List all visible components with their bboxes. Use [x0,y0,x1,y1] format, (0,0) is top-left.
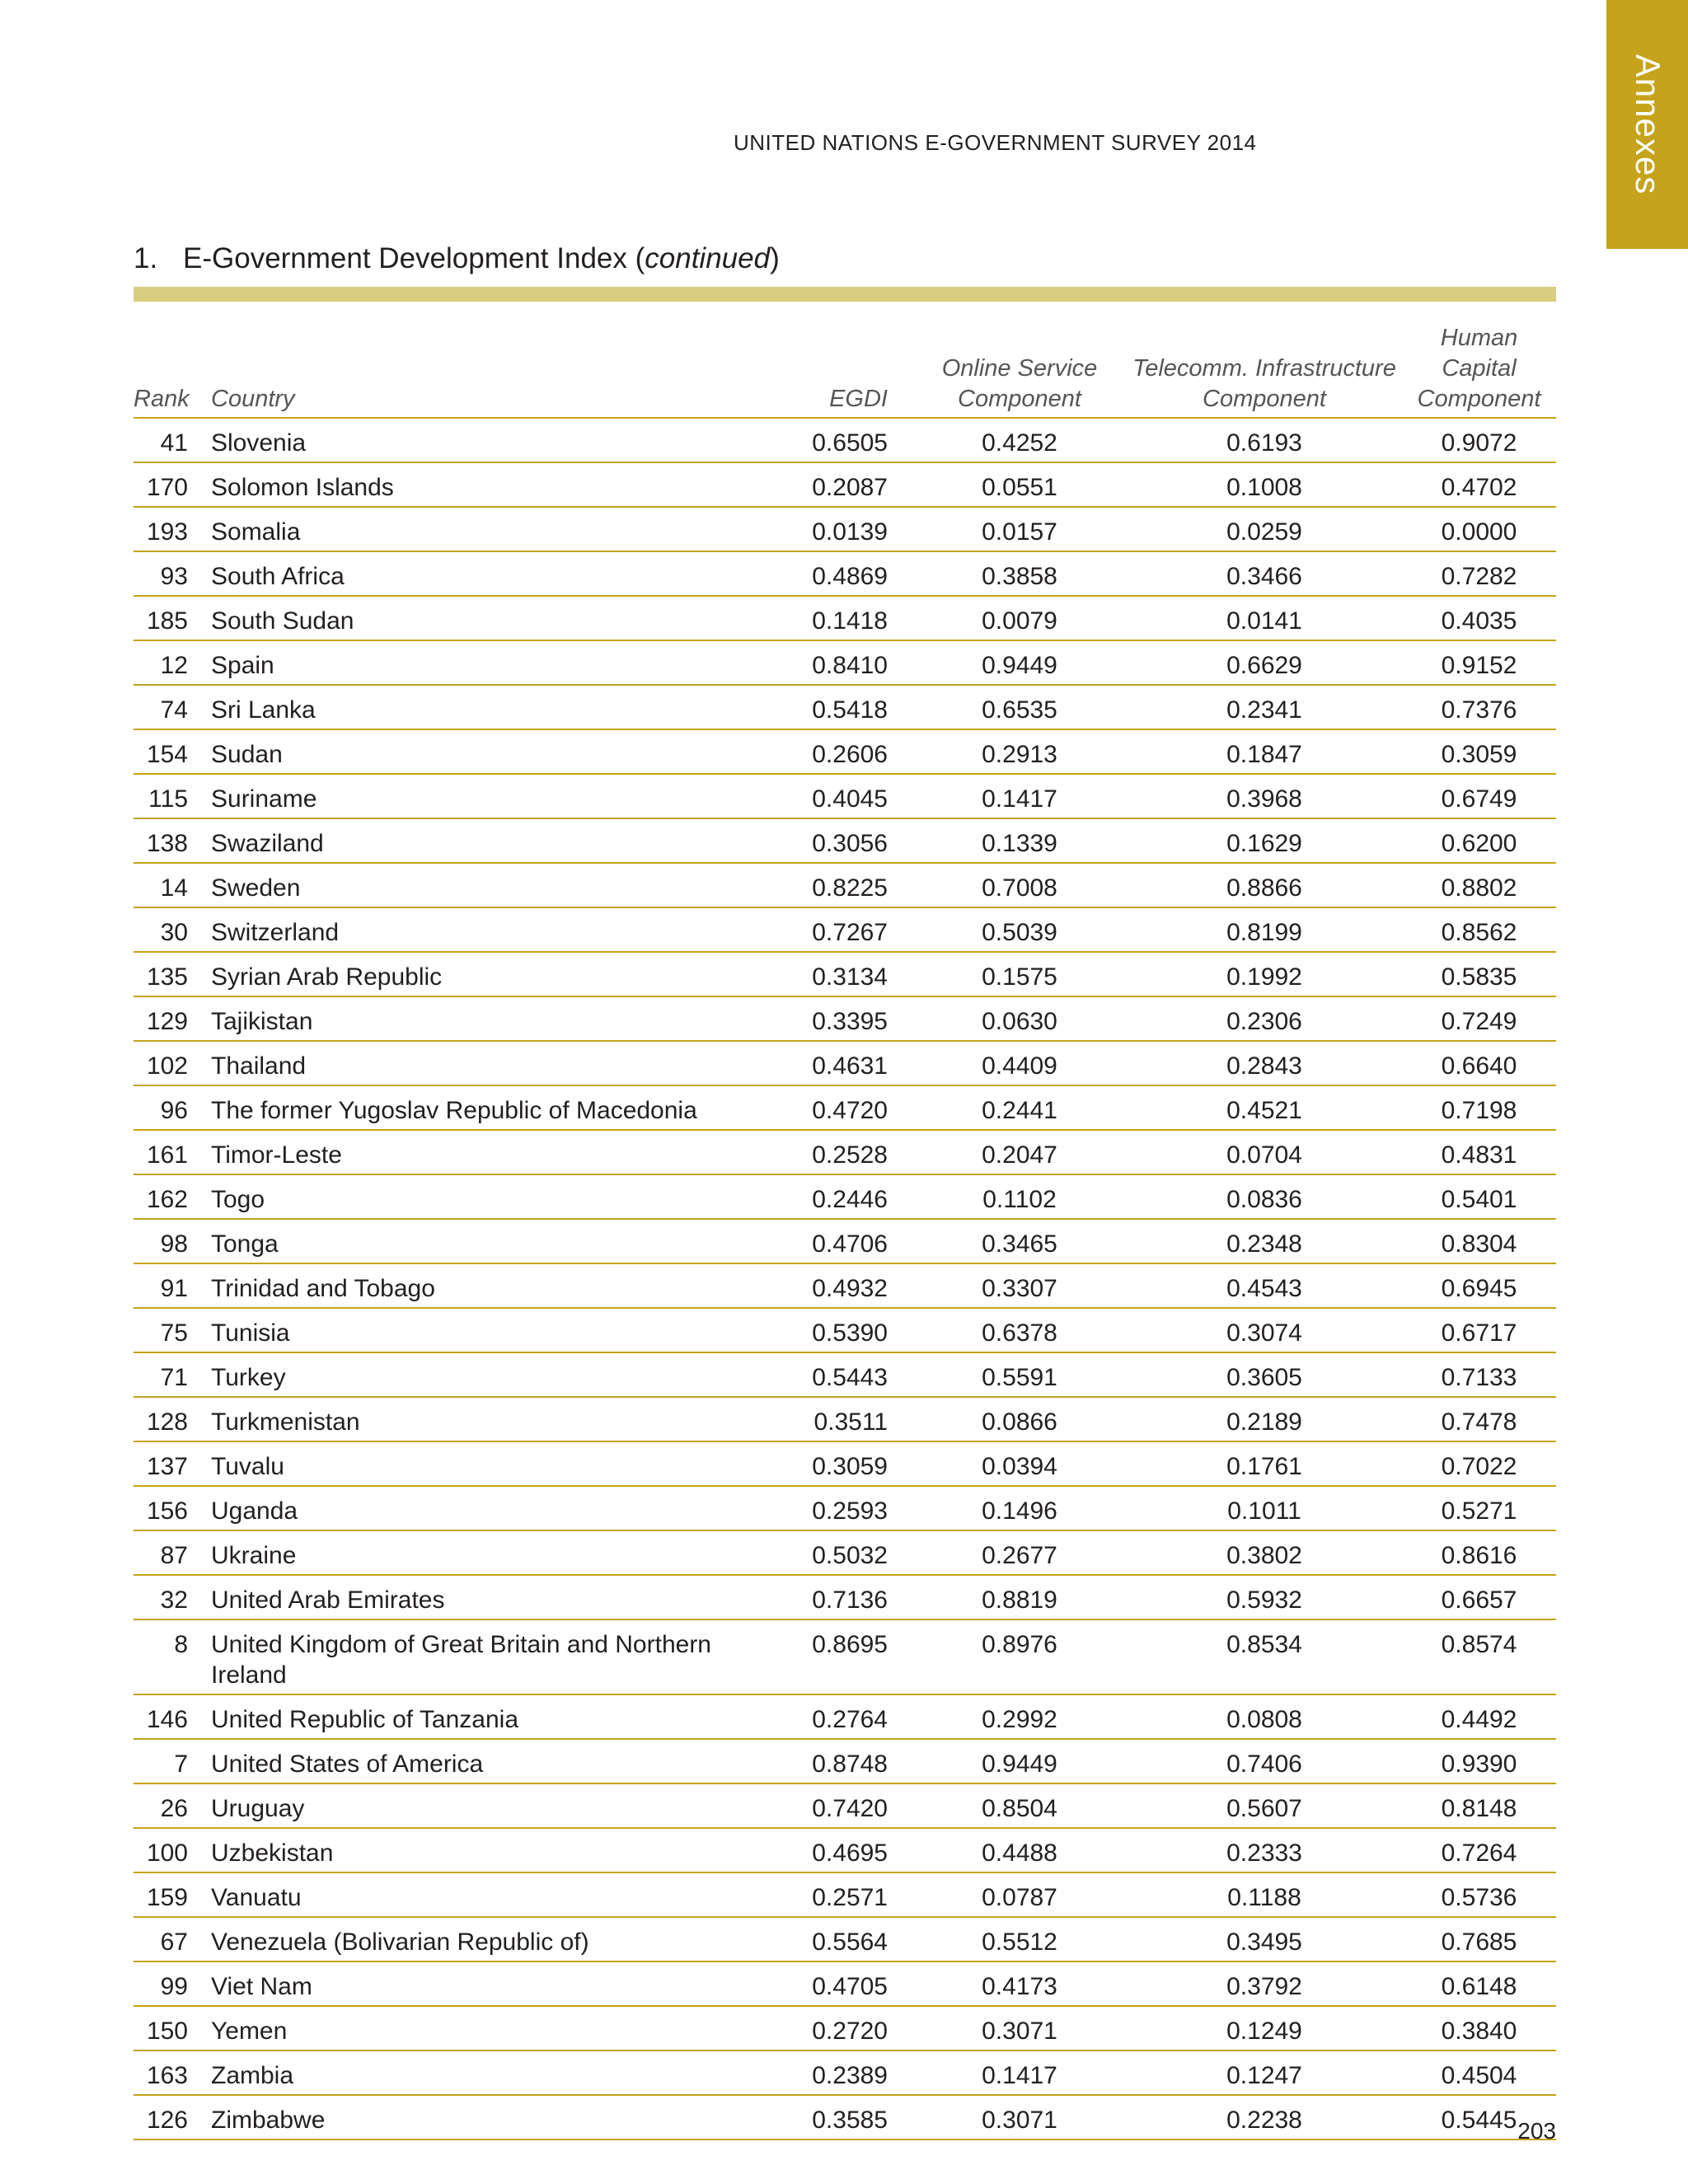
section-title-rule [134,287,1556,302]
egdi-table [134,323,1556,2140]
table-row [134,818,1556,863]
cell-online-service: 0.2441 [912,1085,1127,1130]
table-row [134,1441,1556,1486]
cell-egdi: 0.3056 [727,818,912,863]
running-header: UNITED NATIONS E-GOVERNMENT SURVEY 2014 [734,130,1257,155]
cell-country: Sweden [199,863,727,907]
cell-telecomm-infrastructure: 0.3495 [1127,1917,1402,1961]
cell-country: Spain [199,640,727,685]
table-row [134,2050,1556,2095]
cell-country: Turkmenistan [199,1397,727,1441]
cell-egdi: 0.8225 [727,863,912,907]
cell-rank: 98 [134,1219,199,1263]
cell-telecomm-infrastructure: 0.1992 [1127,952,1402,996]
cell-egdi: 0.3511 [727,1397,912,1441]
cell-country: United States of America [199,1739,727,1783]
cell-online-service: 0.9449 [912,640,1127,685]
cell-telecomm-infrastructure: 0.0704 [1127,1130,1402,1174]
cell-country: Uruguay [199,1783,727,1828]
cell-online-service: 0.3858 [912,551,1127,596]
cell-country: Uganda [199,1486,727,1530]
cell-human-capital: 0.5445 [1402,2095,1556,2139]
cell-telecomm-infrastructure: 0.6629 [1127,640,1402,685]
cell-country: Togo [199,1174,727,1219]
cell-country: Sri Lanka [199,685,727,729]
cell-online-service: 0.2677 [912,1530,1127,1575]
cell-telecomm-infrastructure: 0.3792 [1127,1961,1402,2006]
cell-rank: 161 [134,1130,199,1174]
cell-telecomm-infrastructure: 0.2341 [1127,685,1402,729]
cell-telecomm-infrastructure: 0.2348 [1127,1219,1402,1263]
section-title-italic: continued [645,242,771,274]
cell-country: Ukraine [199,1530,727,1575]
cell-egdi: 0.8748 [727,1739,912,1783]
cell-telecomm-infrastructure: 0.1011 [1127,1486,1402,1530]
cell-country: Switzerland [199,907,727,952]
cell-country: South Sudan [199,596,727,640]
cell-country: Tunisia [199,1308,727,1352]
cell-country: Slovenia [199,418,727,462]
cell-country: The former Yugoslav Republic of Macedonia [199,1085,727,1130]
cell-egdi: 0.7267 [727,907,912,952]
cell-country: Tajikistan [199,996,727,1041]
cell-online-service: 0.4409 [912,1041,1127,1085]
cell-egdi: 0.2087 [727,462,912,507]
cell-telecomm-infrastructure: 0.7406 [1127,1739,1402,1783]
cell-human-capital: 0.6657 [1402,1575,1556,1619]
cell-online-service: 0.1496 [912,1486,1127,1530]
cell-rank: 185 [134,596,199,640]
cell-egdi: 0.4706 [727,1219,912,1263]
section-title-text: E-Government Development Index ( [183,242,645,274]
table-row [134,551,1556,596]
table-row [134,1739,1556,1783]
cell-rank: 159 [134,1872,199,1917]
header-telecomm-line1: Telecomm. Infrastructure [1132,355,1396,382]
cell-human-capital: 0.7249 [1402,996,1556,1041]
cell-online-service: 0.5512 [912,1917,1127,1961]
cell-egdi: 0.5564 [727,1917,912,1961]
table-row [134,640,1556,685]
header-online-service [912,323,1127,418]
cell-online-service: 0.7008 [912,863,1127,907]
cell-egdi: 0.2389 [727,2050,912,2095]
cell-rank: 150 [134,2006,199,2050]
cell-egdi: 0.4631 [727,1041,912,1085]
cell-country: Trinidad and Tobago [199,1263,727,1308]
cell-telecomm-infrastructure: 0.2189 [1127,1397,1402,1441]
cell-country: South Africa [199,551,727,596]
cell-online-service: 0.6535 [912,685,1127,729]
cell-egdi: 0.5390 [727,1308,912,1352]
cell-telecomm-infrastructure: 0.2333 [1127,1828,1402,1872]
cell-online-service: 0.0394 [912,1441,1127,1486]
cell-rank: 193 [134,507,199,551]
cell-egdi: 0.7136 [727,1575,912,1619]
cell-rank: 26 [134,1783,199,1828]
cell-telecomm-infrastructure: 0.4543 [1127,1263,1402,1308]
cell-egdi: 0.2593 [727,1486,912,1530]
cell-egdi: 0.3134 [727,952,912,996]
cell-egdi: 0.4695 [727,1828,912,1872]
cell-country: Timor-Leste [199,1130,727,1174]
cell-human-capital: 0.6749 [1402,774,1556,818]
cell-online-service: 0.3465 [912,1219,1127,1263]
cell-telecomm-infrastructure: 0.1247 [1127,2050,1402,2095]
cell-rank: 115 [134,774,199,818]
cell-rank: 99 [134,1961,199,2006]
cell-online-service: 0.2992 [912,1694,1127,1739]
cell-country: Zambia [199,2050,727,2095]
cell-human-capital: 0.8148 [1402,1783,1556,1828]
cell-human-capital: 0.9390 [1402,1739,1556,1783]
cell-country: Viet Nam [199,1961,727,2006]
cell-egdi: 0.2720 [727,2006,912,2050]
cell-egdi: 0.4932 [727,1263,912,1308]
cell-country: Turkey [199,1352,727,1397]
cell-human-capital: 0.8562 [1402,907,1556,952]
table-row [134,952,1556,996]
cell-country: United Kingdom of Great Britain and Northern Ireland [199,1619,727,1694]
cell-rank: 102 [134,1041,199,1085]
cell-telecomm-infrastructure: 0.8534 [1127,1619,1402,1694]
cell-egdi: 0.2528 [727,1130,912,1174]
cell-online-service: 0.4252 [912,418,1127,462]
cell-human-capital: 0.7376 [1402,685,1556,729]
header-online-service-line1: Online Service [941,355,1098,382]
cell-online-service: 0.1102 [912,1174,1127,1219]
cell-rank: 8 [134,1619,199,1694]
header-rank: Rank [134,323,199,418]
cell-human-capital: 0.3059 [1402,729,1556,774]
cell-human-capital: 0.7478 [1402,1397,1556,1441]
cell-egdi: 0.4720 [727,1085,912,1130]
cell-telecomm-infrastructure: 0.3466 [1127,551,1402,596]
table-row [134,685,1556,729]
cell-online-service: 0.0551 [912,462,1127,507]
cell-online-service: 0.0787 [912,1872,1127,1917]
cell-country: Somalia [199,507,727,551]
cell-rank: 87 [134,1530,199,1575]
cell-human-capital: 0.4831 [1402,1130,1556,1174]
cell-online-service: 0.0079 [912,596,1127,640]
cell-human-capital: 0.7282 [1402,551,1556,596]
cell-online-service: 0.4488 [912,1828,1127,1872]
cell-human-capital: 0.6640 [1402,1041,1556,1085]
header-row [134,323,1556,418]
cell-telecomm-infrastructure: 0.1008 [1127,462,1402,507]
cell-egdi: 0.2606 [727,729,912,774]
cell-rank: 146 [134,1694,199,1739]
table-row [134,507,1556,551]
cell-human-capital: 0.6945 [1402,1263,1556,1308]
cell-country: Suriname [199,774,727,818]
cell-online-service: 0.5591 [912,1352,1127,1397]
cell-telecomm-infrastructure: 0.2306 [1127,996,1402,1041]
cell-egdi: 0.5443 [727,1352,912,1397]
cell-human-capital: 0.5835 [1402,952,1556,996]
cell-rank: 67 [134,1917,199,1961]
cell-telecomm-infrastructure: 0.0808 [1127,1694,1402,1739]
cell-country: United Republic of Tanzania [199,1694,727,1739]
cell-online-service: 0.8819 [912,1575,1127,1619]
table-row [134,729,1556,774]
table-row [134,2095,1556,2139]
cell-human-capital: 0.4504 [1402,2050,1556,2095]
cell-egdi: 0.2571 [727,1872,912,1917]
cell-online-service: 0.0630 [912,996,1127,1041]
cell-human-capital: 0.7133 [1402,1352,1556,1397]
table-row [134,1783,1556,1828]
table-row [134,1486,1556,1530]
cell-telecomm-infrastructure: 0.2238 [1127,2095,1402,2139]
cell-egdi: 0.3059 [727,1441,912,1486]
cell-human-capital: 0.6717 [1402,1308,1556,1352]
cell-country: Swaziland [199,818,727,863]
cell-telecomm-infrastructure: 0.2843 [1127,1041,1402,1085]
table-row [134,1263,1556,1308]
cell-rank: 93 [134,551,199,596]
cell-human-capital: 0.7685 [1402,1917,1556,1961]
table-row [134,1352,1556,1397]
cell-egdi: 0.5418 [727,685,912,729]
cell-rank: 30 [134,907,199,952]
header-telecomm-infrastructure [1127,323,1402,418]
cell-rank: 71 [134,1352,199,1397]
cell-human-capital: 0.7198 [1402,1085,1556,1130]
cell-country: Sudan [199,729,727,774]
table-row [134,596,1556,640]
cell-rank: 163 [134,2050,199,2095]
cell-human-capital: 0.4492 [1402,1694,1556,1739]
header-human-capital [1402,323,1556,418]
cell-online-service: 0.1575 [912,952,1127,996]
section-title [134,242,780,275]
cell-online-service: 0.2913 [912,729,1127,774]
table-row [134,1397,1556,1441]
cell-rank: 170 [134,462,199,507]
cell-rank: 138 [134,818,199,863]
cell-country: Uzbekistan [199,1828,727,1872]
table-row [134,996,1556,1041]
table-row [134,1219,1556,1263]
cell-human-capital: 0.8574 [1402,1619,1556,1694]
cell-egdi: 0.7420 [727,1783,912,1828]
cell-country: Tonga [199,1219,727,1263]
table-row [134,1174,1556,1219]
cell-online-service: 0.9449 [912,1739,1127,1783]
cell-telecomm-infrastructure: 0.3074 [1127,1308,1402,1352]
cell-rank: 74 [134,685,199,729]
cell-online-service: 0.3071 [912,2095,1127,2139]
cell-rank: 156 [134,1486,199,1530]
cell-egdi: 0.8410 [727,640,912,685]
cell-rank: 126 [134,2095,199,2139]
cell-rank: 137 [134,1441,199,1486]
cell-human-capital: 0.3840 [1402,2006,1556,2050]
cell-egdi: 0.2446 [727,1174,912,1219]
cell-online-service: 0.6378 [912,1308,1127,1352]
cell-telecomm-infrastructure: 0.0141 [1127,596,1402,640]
cell-online-service: 0.4173 [912,1961,1127,2006]
cell-rank: 154 [134,729,199,774]
cell-rank: 32 [134,1575,199,1619]
cell-rank: 14 [134,863,199,907]
cell-human-capital: 0.7264 [1402,1828,1556,1872]
cell-online-service: 0.5039 [912,907,1127,952]
cell-egdi: 0.4869 [727,551,912,596]
table-row [134,2006,1556,2050]
cell-online-service: 0.1417 [912,774,1127,818]
header-telecomm-line2: Component [1203,386,1326,412]
header-human-capital-line2: Component [1417,386,1541,412]
header-egdi: EGDI [727,323,912,418]
cell-human-capital: 0.7022 [1402,1441,1556,1486]
cell-telecomm-infrastructure: 0.1188 [1127,1872,1402,1917]
annexes-tab-label: Annexes [1628,54,1667,195]
cell-egdi: 0.5032 [727,1530,912,1575]
cell-country: Yemen [199,2006,727,2050]
cell-online-service: 0.8976 [912,1619,1127,1694]
table-row [134,1308,1556,1352]
page-number: 203 [1517,2118,1556,2144]
cell-telecomm-infrastructure: 0.1249 [1127,2006,1402,2050]
table-row [134,1085,1556,1130]
cell-rank: 91 [134,1263,199,1308]
cell-telecomm-infrastructure: 0.1761 [1127,1441,1402,1486]
cell-human-capital: 0.5401 [1402,1174,1556,1219]
cell-human-capital: 0.9072 [1402,418,1556,462]
header-online-service-line2: Component [958,386,1081,412]
cell-rank: 135 [134,952,199,996]
cell-human-capital: 0.4702 [1402,462,1556,507]
cell-human-capital: 0.8616 [1402,1530,1556,1575]
cell-telecomm-infrastructure: 0.3968 [1127,774,1402,818]
cell-human-capital: 0.5271 [1402,1486,1556,1530]
cell-telecomm-infrastructure: 0.5607 [1127,1783,1402,1828]
cell-telecomm-infrastructure: 0.3802 [1127,1530,1402,1575]
table-row [134,1872,1556,1917]
cell-telecomm-infrastructure: 0.1629 [1127,818,1402,863]
table-row [134,1619,1556,1694]
cell-country: Zimbabwe [199,2095,727,2139]
cell-egdi: 0.8695 [727,1619,912,1694]
cell-telecomm-infrastructure: 0.3605 [1127,1352,1402,1397]
cell-rank: 162 [134,1174,199,1219]
cell-telecomm-infrastructure: 0.0836 [1127,1174,1402,1219]
table-body [134,418,1556,2139]
table-row [134,1694,1556,1739]
cell-human-capital: 0.5736 [1402,1872,1556,1917]
cell-online-service: 0.3307 [912,1263,1127,1308]
header-human-capital-line1: Human Capital [1440,325,1518,382]
cell-rank: 129 [134,996,199,1041]
cell-country: United Arab Emirates [199,1575,727,1619]
cell-online-service: 0.3071 [912,2006,1127,2050]
cell-rank: 100 [134,1828,199,1872]
cell-human-capital: 0.6200 [1402,818,1556,863]
section-title-suffix: ) [770,242,780,274]
cell-telecomm-infrastructure: 0.8866 [1127,863,1402,907]
cell-online-service: 0.0866 [912,1397,1127,1441]
cell-egdi: 0.1418 [727,596,912,640]
cell-online-service: 0.2047 [912,1130,1127,1174]
cell-rank: 96 [134,1085,199,1130]
cell-online-service: 0.8504 [912,1783,1127,1828]
cell-human-capital: 0.6148 [1402,1961,1556,2006]
cell-country: Vanuatu [199,1872,727,1917]
section-number: 1. [134,242,158,274]
header-country: Country [199,323,727,418]
cell-country: Tuvalu [199,1441,727,1486]
table-row [134,418,1556,462]
table-row [134,774,1556,818]
table-row [134,1828,1556,1872]
cell-egdi: 0.0139 [727,507,912,551]
table-row [134,1130,1556,1174]
cell-human-capital: 0.4035 [1402,596,1556,640]
table-row [134,1530,1556,1575]
cell-egdi: 0.2764 [727,1694,912,1739]
cell-country: Syrian Arab Republic [199,952,727,996]
cell-human-capital: 0.8802 [1402,863,1556,907]
cell-telecomm-infrastructure: 0.1847 [1127,729,1402,774]
cell-country: Venezuela (Bolivarian Republic of) [199,1917,727,1961]
table-header [134,323,1556,418]
cell-telecomm-infrastructure: 0.5932 [1127,1575,1402,1619]
table-row [134,1041,1556,1085]
cell-egdi: 0.4705 [727,1961,912,2006]
cell-telecomm-infrastructure: 0.0259 [1127,507,1402,551]
table-row [134,1917,1556,1961]
cell-telecomm-infrastructure: 0.4521 [1127,1085,1402,1130]
cell-egdi: 0.3395 [727,996,912,1041]
table-row [134,1961,1556,2006]
cell-rank: 12 [134,640,199,685]
cell-egdi: 0.6505 [727,418,912,462]
cell-online-service: 0.1417 [912,2050,1127,2095]
cell-telecomm-infrastructure: 0.6193 [1127,418,1402,462]
table-row [134,462,1556,507]
annexes-side-tab [1606,0,1688,249]
cell-rank: 75 [134,1308,199,1352]
cell-telecomm-infrastructure: 0.8199 [1127,907,1402,952]
cell-human-capital: 0.9152 [1402,640,1556,685]
cell-rank: 128 [134,1397,199,1441]
cell-human-capital: 0.0000 [1402,507,1556,551]
cell-human-capital: 0.8304 [1402,1219,1556,1263]
cell-online-service: 0.1339 [912,818,1127,863]
table-row [134,1575,1556,1619]
cell-egdi: 0.3585 [727,2095,912,2139]
table-row [134,863,1556,907]
cell-rank: 7 [134,1739,199,1783]
cell-country: Thailand [199,1041,727,1085]
cell-online-service: 0.0157 [912,507,1127,551]
cell-rank: 41 [134,418,199,462]
table-row [134,907,1556,952]
cell-egdi: 0.4045 [727,774,912,818]
cell-country: Solomon Islands [199,462,727,507]
